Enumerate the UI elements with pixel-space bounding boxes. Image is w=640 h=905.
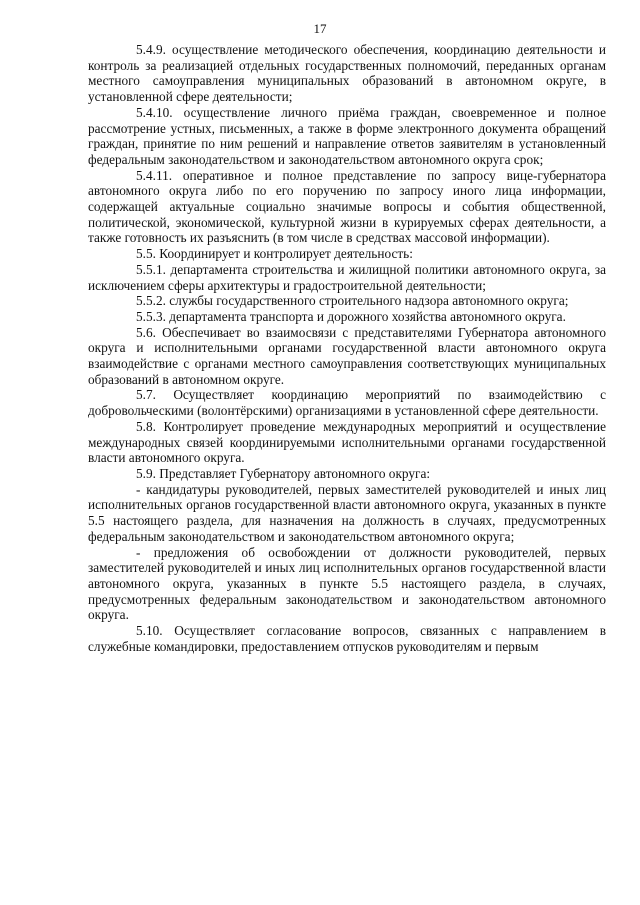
paragraph-5-4-9: 5.4.9. осуществление методического обеспечения, координацию деятельности и контроль за реализацией отдельных государственных полномочий, переданных органам местного самоуправления муниципальных образований в автономном округе, в установленной сфере деятельности; (88, 42, 606, 105)
paragraph-5-5-1: 5.5.1. департамента строительства и жилищной политики автономного округа, за исключением сферы архитектуры и градостроительной деятельности; (88, 261, 606, 293)
document-body (88, 42, 606, 654)
paragraph-5-6: 5.6. Обеспечивает во взаимосвязи с представителями Губернатора автономного округа и исполнительными органами государственной власти автономного округа взаимодействие с органами местного самоуправления соответствующих муниципальных образований в автономном округе. (88, 324, 606, 387)
paragraph-5-10: 5.10. Осуществляет согласование вопросов, связанных с направлением в служебные командировки, предоставлением отпусков руководителям и первым (88, 623, 606, 654)
paragraph-5-4-11: 5.4.11. оперативное и полное представление по запросу вице-губернатора автономного округа либо по его поручению по запросу иного лица информации, содержащей актуальные социально значимые вопросы и события общественной, политической, экономической, культурной жизни в курируемых сферах деятельности, а также готовность их разъяснить (в том числе в средствах массовой информации). (88, 167, 606, 246)
list-item-candidates: - кандидатуры руководителей, первых заместителей руководителей и иных лиц исполнительных органов государственной власти автономного округа, указанных в пункте 5.5 настоящего раздела, для назначения на должность в случаях, предусмотренных федеральным законодательством и законодательством автономного округа; (88, 481, 606, 544)
paragraph-5-4-10: 5.4.10. осуществление личного приёма граждан, своевременное и полное рассмотрение устных, письменных, а также в форме электронного документа обращений граждан, принятие по ним решений и направление ответов заявителям в установленный федеральным законодательством и законодательством автономного округа срок; (88, 104, 606, 167)
paragraph-5-9: 5.9. Представляет Губернатору автономного округа: (136, 465, 431, 481)
page-number: 17 (313, 21, 327, 36)
paragraph-5-5-3: 5.5.3. департамента транспорта и дорожного хозяйства автономного округа. (136, 308, 566, 324)
list-item-dismissal-proposals: - предложения об освобождении от должности руководителей, первых заместителей руководителей и иных лиц исполнительных органов государственной власти автономного округа, указанных в пункте 5.5 настоящего раздела, в случаях, предусмотренных федеральным законодательством и законодательством автономного округа. (88, 544, 606, 623)
paragraph-5-5-2: 5.5.2. службы государственного строительного надзора автономного округа; (136, 293, 569, 309)
paragraph-5-5: 5.5. Координирует и контролирует деятельность: (136, 246, 413, 262)
paragraph-5-8: 5.8. Контролирует проведение международных мероприятий и осуществление международных связей координируемыми исполнительными органами государственной власти автономного округа. (88, 418, 606, 466)
paragraph-5-7: 5.7. Осуществляет координацию мероприятий по взаимодействию с добровольческими (волонтёрскими) организациями в установленной сфере деятельности. (88, 387, 606, 419)
